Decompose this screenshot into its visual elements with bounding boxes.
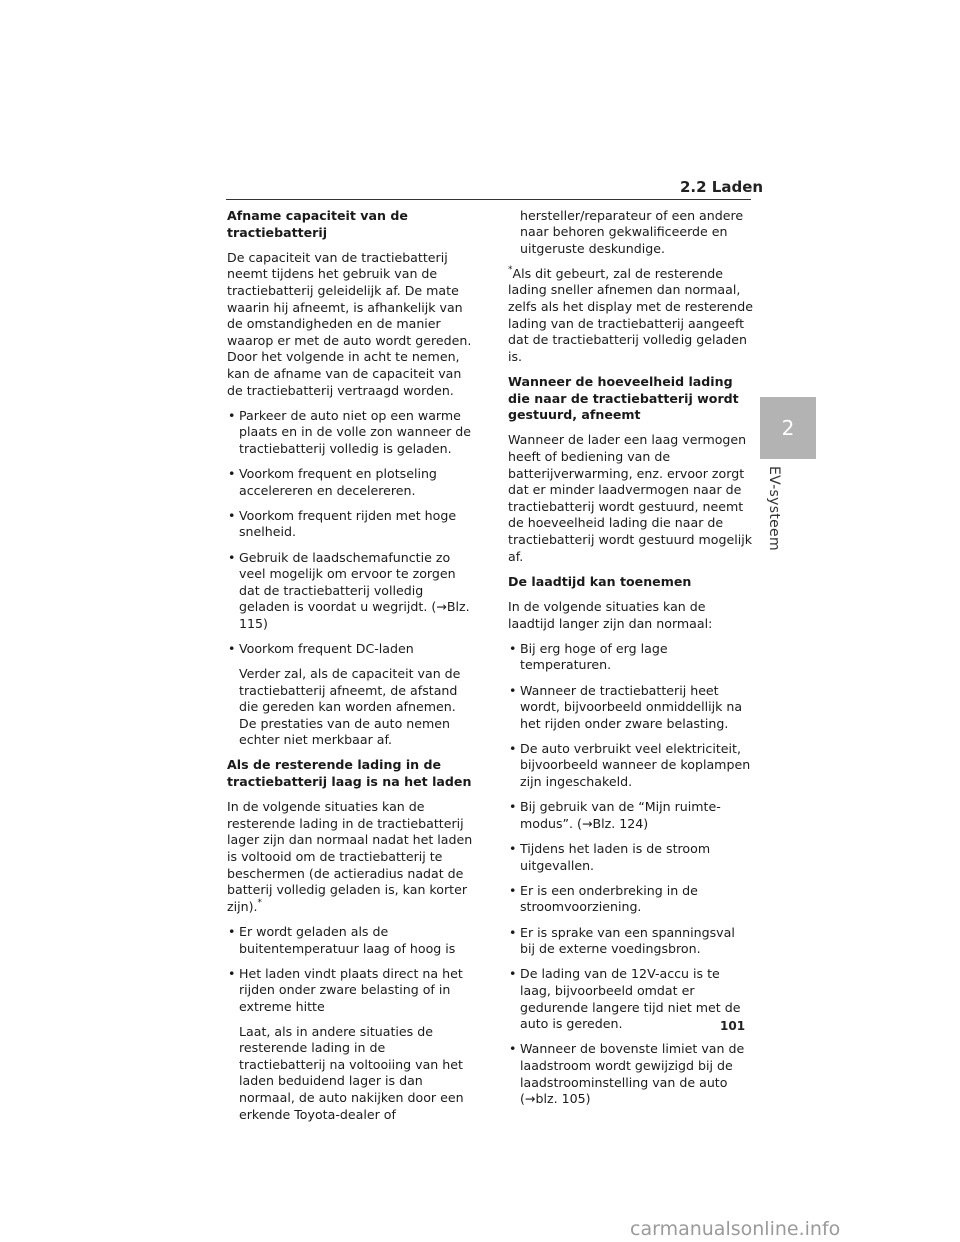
header-divider [226,199,751,200]
heading-reduced-charge: Wanneer de hoeveelheid lading die naar de tractiebatterij wordt gestuurd, afneemt [508,374,739,423]
left-column [227,208,475,1132]
footnote-marker: * [257,897,263,908]
paragraph-charge-time: In de volgende situaties kan de laadtijd langer zijn dan normaal: [508,598,713,631]
paragraph-capacity-loss: De capaciteit van de tractiebatterij neemt tijdens het gebruik van de tractiebatterij geleidelijk af. De mate waarin hij afneemt, is afhankelijk van de omstandigheden en de manier waarop er met de auto wordt gereden. Door het volgende in acht te nemen, kan de afname van de capaciteit van de tractiebatterij vertraagd worden. [227,249,472,398]
chapter-label: EV-systeem [766,466,782,551]
heading-charge-time: De laadtijd kan toenemen [508,573,692,589]
list-item: • Voorkom frequent en plotseling accelereren en decelereren. [227,466,475,499]
watermark: carmanualsonline.info [630,1218,841,1240]
list-item: • Voorkom frequent rijden met hoge snelheid. [227,508,475,541]
footnote [508,266,753,366]
list-continuation: Laat, als in andere situaties de resterende lading in de tractiebatterij na voltooiing van het laden beduidend lager is dan normaal, de auto nakijken door een erkende Toyota-dealer of [239,1023,464,1122]
list-item: • Bij erg hoge of erg lage temperaturen. [508,641,753,674]
list-item: • Er is sprake van een spanningsval bij de externe voedingsbron. [508,925,753,958]
list-item: • Wanneer de tractiebatterij heet wordt, bijvoorbeeld onmiddellijk na het rijden onder zware belasting. [508,683,753,733]
list-item: • Parkeer de auto niet op een warme plaats en in de volle zon wanneer de tractiebatterij volledig is geladen. [227,408,475,458]
page-number: 101 [720,1019,746,1033]
footnote-marker: * [508,264,513,275]
list-item: • Bij gebruik van de “Mijn ruimte-modus”. (→Blz. 124) [508,799,753,832]
list-continuation: hersteller/reparateur of een andere naar behoren gekwalificeerde en uitgeruste deskundige. [520,207,744,256]
list-item: • Er is een onderbreking in de stroomvoorziening. [508,883,753,916]
paragraph-low-charge [227,799,475,915]
list-item: • Tijdens het laden is de stroom uitgevallen. [508,841,753,874]
charge-time-list [508,641,753,1108]
continuation-list [508,208,753,258]
list-item: • Wanneer de bovenste limiet van de laadstroom wordt gewijzigd bij de laadstroominstelling van de auto (→blz. 105) [508,1041,753,1107]
list-item: • Er wordt geladen als de buitentemperatuur laag of hoog is [227,924,475,957]
list-item: • Gebruik de laadschemafunctie zo veel mogelijk om ervoor te zorgen dat de tractiebatterij volledig geladen is voordat u wegrijdt. (→Blz. 115) [227,550,475,633]
list-item: • De lading van de 12V-accu is te laag, bijvoorbeeld omdat er gedurende langere tijd niet met de auto is gereden. [508,966,753,1032]
heading-low-charge: Als de resterende lading in de tractiebatterij laag is na het laden [227,757,472,790]
paragraph-reduced-charge: Wanneer de lader een laag vermogen heeft of bediening van de batterijverwarming, enz. ervoor zorgt dat er minder laadvermogen naar de tractiebatterij wordt gestuurd, neemt de hoeveelheid lading die naar de tractiebatterij wordt gestuurd mogelijk af. [508,432,753,564]
section-header: 2.2 Laden [680,178,764,196]
low-charge-list [227,924,475,1123]
right-column [508,208,753,1116]
list-continuation: Verder zal, als de capaciteit van de tractiebatterij afneemt, de afstand die gereden kan worden afnemen. De prestaties van de auto nemen echter niet merkbaar af. [239,665,461,748]
paragraph-low-charge-text: In de volgende situaties kan de resterende lading in de tractiebatterij lager zijn dan normaal nadat het laden is voltooid om de tractiebatterij te beschermen (de actieradius nadat de batterij volledig geladen is, kan korter zijn). [227,799,473,914]
chapter-number: 2 [781,416,795,440]
list-item: • De auto verbruikt veel elektriciteit, bijvoorbeeld wanneer de koplampen zijn ingeschakeld. [508,741,753,791]
heading-capacity-loss: Afname capaciteit van de tractiebatterij [227,208,408,240]
footnote-text: Als dit gebeurt, zal de resterende lading sneller afnemen dan normaal, zelfs als het display met de resterende lading van de tractiebatterij aangeeft dat de tractiebatterij volledig geladen is. [508,265,753,364]
list-item: • Het laden vindt plaats direct na het rijden onder zware belasting of in extreme hitte [227,966,475,1016]
capacity-tips-list [227,408,475,749]
list-item: • Voorkom frequent DC-laden [227,641,475,658]
